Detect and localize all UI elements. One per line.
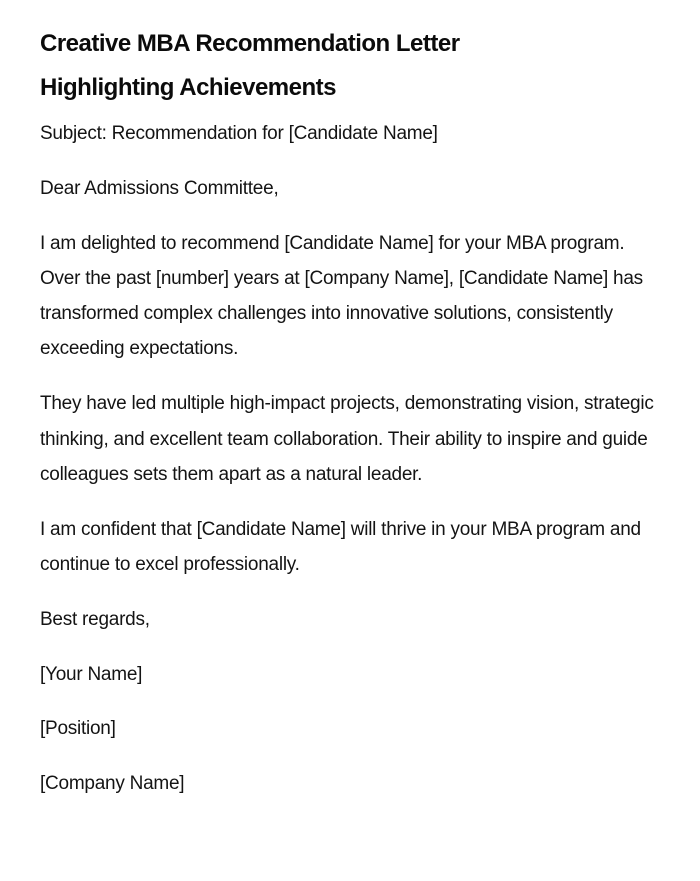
document-title: Creative MBA Recommendation Letter Highlighting Achievements (40, 30, 460, 101)
closing: Best regards, (40, 608, 150, 630)
signature-name: [Your Name] (40, 663, 143, 685)
signature-position: [Position] (40, 718, 116, 740)
subject-line: Subject: Recommendation for [Candidate Name] (40, 123, 438, 144)
body-paragraph-1: I am delighted to recommend [Candidate Name] for your MBA program. Over the past [number] years at [Company Name], [Candidate Name] has transformed complex challenges into innovative solutions, consistently exceeding expectations. (40, 232, 643, 360)
salutation: Dear Admissions Committee, (40, 177, 279, 199)
body-paragraph-3: I am confident that [Candidate Name] will thrive in your MBA program and continue to excel professionally. (40, 518, 641, 575)
body-paragraph-2: They have led multiple high-impact projects, demonstrating vision, strategic thinking, and excellent team collaboration. Their ability to inspire and guide colleagues sets them apart as a natural leader. (40, 393, 654, 485)
signature-company: [Company Name] (40, 773, 185, 795)
